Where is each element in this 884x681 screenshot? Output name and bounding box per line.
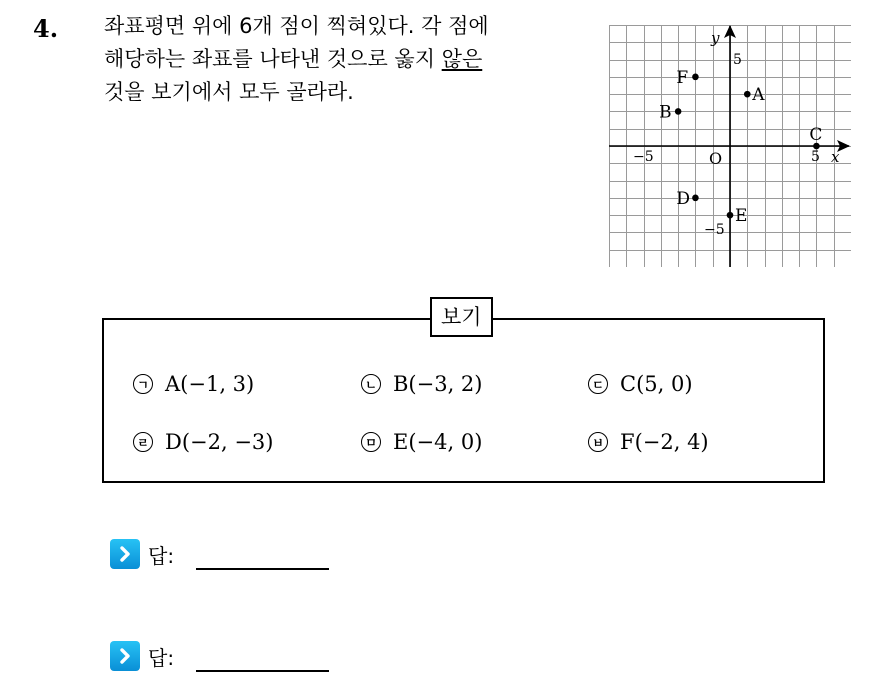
tick-x-pos: 5: [811, 149, 820, 165]
answer-blank[interactable]: [196, 670, 329, 672]
option-marker: ㄷ: [588, 374, 608, 394]
y-axis-label: y: [711, 29, 720, 47]
tick-y-neg: −5: [704, 222, 725, 238]
point-a: [744, 91, 751, 98]
chevron-right-icon: [110, 641, 140, 671]
answer-row-1: [110, 538, 329, 570]
chevron-right-icon: [110, 539, 140, 569]
answer-label: 답:: [148, 645, 175, 670]
origin-label: O: [709, 149, 723, 168]
point-e: [727, 212, 734, 219]
coordinate-plane: [609, 25, 851, 267]
question-line-1: 좌표평면 위에 6개 점이 찍혀있다. 각 점에: [104, 14, 489, 38]
tick-y-pos: 5: [733, 52, 742, 68]
option-text: A(−1, 3): [165, 372, 255, 396]
option-marker: ㅁ: [361, 432, 381, 452]
option-5: [361, 430, 482, 454]
point-label-a: A: [752, 85, 765, 106]
point-label-c: C: [809, 125, 823, 145]
option-marker: ㄴ: [361, 374, 381, 394]
point-label-d: D: [676, 188, 691, 209]
point-label-e: E: [735, 206, 748, 227]
x-axis-label: x: [831, 148, 840, 166]
option-text: C(5, 0): [620, 372, 693, 396]
option-marker: ㄹ: [133, 432, 153, 452]
point-label-b: B: [659, 102, 672, 123]
answer-blank[interactable]: [196, 568, 329, 570]
option-marker: ㄱ: [133, 374, 153, 394]
answer-label: 답:: [148, 543, 175, 568]
option-marker: ㅂ: [588, 432, 608, 452]
option-2: [361, 372, 483, 396]
answer-row-2: [110, 640, 329, 672]
option-text: D(−2, −3): [165, 430, 274, 454]
bogi-title: 보기: [430, 297, 493, 337]
option-text: F(−2, 4): [620, 430, 709, 454]
tick-x-neg: −5: [633, 149, 654, 165]
point-f: [692, 74, 699, 81]
option-text: E(−4, 0): [393, 430, 483, 454]
question-line-3: 것을 보기에서 모두 골라라.: [104, 80, 354, 104]
point-b: [675, 108, 682, 115]
option-text: B(−3, 2): [393, 372, 483, 396]
question-text: [104, 10, 594, 109]
option-3: [588, 372, 693, 396]
point-label-f: F: [676, 67, 689, 88]
question-line-2: [104, 47, 482, 71]
option-6: [588, 430, 709, 454]
point-d: [692, 195, 699, 202]
option-1: [133, 372, 254, 396]
bogi-box: [102, 318, 825, 483]
question-line-2-text: 해당하는 좌표를 나타낸 것으로 옳지: [104, 47, 442, 71]
option-4: [133, 430, 274, 454]
question-number: 4.: [33, 14, 59, 43]
underlined-word: 않은: [441, 47, 483, 71]
